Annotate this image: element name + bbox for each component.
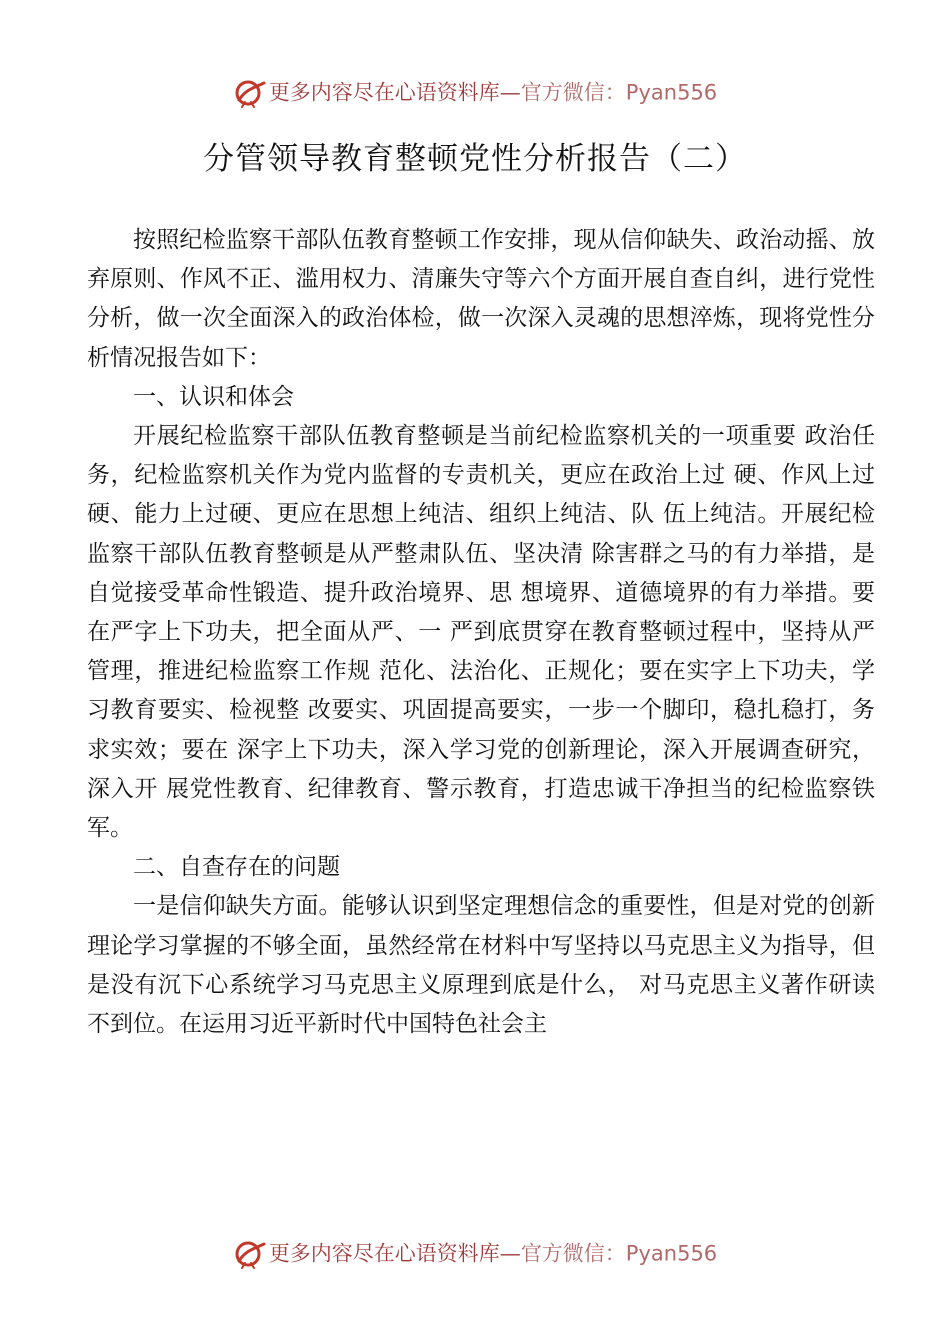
red-ribbon-logo-icon xyxy=(233,78,267,108)
footer-watermark xyxy=(0,1237,950,1269)
document-body xyxy=(87,221,875,1044)
watermark-contact: 官方微信：Pyan556 xyxy=(520,80,718,105)
document-title: 分管领导教育整顿党性分析报告（二） xyxy=(203,141,747,177)
watermark-text: 更多内容尽在心语资料库— xyxy=(268,1241,521,1266)
section-1-paragraph: 开展纪检监察干部队伍教育整顿是当前纪检监察机关的一项重要 政治任务，纪检监察机关作为党内监督的专责机关，更应在政治上过 硬、作风上过硬、能力上过硬、更应在思想上纯洁、组织上纯洁、队 伍上纯洁。开展纪检监察干部队伍教育整顿是从严整肃队伍、坚决清 除害群之马的有力举措，是自觉接受革命性锻造、提升政治境界、思 想境界、道德境界的有力举措。要在严字上下功夫，把全面从严、一 严到底贯穿在教育整顿过程中，坚持从严管理，推进纪检监察工作规 范化、法治化、正规化；要在实字上下功夫，学习教育要实、检视整 改要实、巩固提高要实，一步一个脚印，稳扎稳打，务求实效；要在 深字上下功夫，深入学习党的创新理论，深入开展调查研究，深入开 展党性教育、纪律教育、警示教育，打造忠诚干净担当的纪检监察铁 军。 xyxy=(87,423,875,842)
section-2-paragraph: 一是信仰缺失方面。能够认识到坚定理想信念的重要性，但是对党的创新理论学习掌握的不够全面，虽然经常在材料中写坚持以马克思主义为指导，但是没有沉下心系统学习马克思主义原理到底是什么， 对马克思主义著作研读不到位。在运用习近平新时代中国特色社会主 xyxy=(87,893,875,1038)
watermark-contact: 官方微信：Pyan556 xyxy=(520,1241,718,1266)
section-heading-2: 二、自查存在的问题 xyxy=(133,854,340,881)
section-heading-1: 一、认识和体会 xyxy=(133,383,294,410)
header-watermark xyxy=(0,76,950,108)
watermark-text: 更多内容尽在心语资料库— xyxy=(268,80,521,105)
red-ribbon-logo-icon xyxy=(233,1239,267,1269)
intro-paragraph: 按照纪检监察干部队伍教育整顿工作安排，现从信仰缺失、政治动摇、放弃原则、作风不正、滥用权力、清廉失守等六个方面开展自查自纠，进行党性分析，做一次全面深入的政治体检，做一次深入灵魂的思想淬炼，现将党性分析情况报告如下： xyxy=(87,227,875,371)
